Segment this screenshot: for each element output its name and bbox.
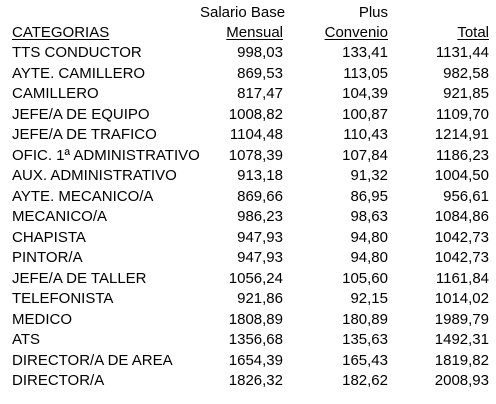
total-cell: 1042,73	[434, 228, 489, 246]
header-row-bottom	[0, 23, 496, 43]
plus-convenio-cell: 100,87	[342, 105, 388, 123]
plus-convenio-cell: 110,43	[343, 126, 388, 144]
header-mensual: Mensual	[226, 24, 283, 41]
total-cell: 982,58	[443, 64, 489, 82]
total-cell: 1109,70	[435, 105, 489, 123]
salario-base-cell: 1356,68	[228, 331, 283, 349]
table-row	[0, 330, 496, 351]
total-cell: 1014,02	[434, 290, 489, 308]
salario-base-cell: 1056,24	[228, 269, 283, 287]
plus-convenio-cell: 98,63	[350, 208, 388, 226]
plus-convenio-cell: 165,43	[342, 351, 388, 369]
plus-convenio-cell: 182,62	[342, 372, 388, 390]
table-row	[0, 310, 496, 331]
table-row	[0, 269, 496, 290]
categoria-cell: TTS CONDUCTOR	[12, 44, 142, 62]
salario-base-cell: 1008,82	[228, 105, 283, 123]
table-row	[0, 351, 496, 372]
total-cell: 1989,79	[434, 310, 489, 328]
salario-base-cell: 947,93	[237, 249, 283, 267]
salary-table	[0, 3, 496, 392]
salario-base-cell: 1078,39	[228, 146, 283, 164]
categoria-cell: OFIC. 1ª ADMINISTRATIVO	[12, 146, 200, 164]
plus-convenio-cell: 86,95	[350, 187, 388, 205]
plus-convenio-cell: 135,63	[342, 331, 388, 349]
header-salario-base: Salario Base	[200, 4, 286, 21]
salario-base-cell: 1654,39	[228, 351, 283, 369]
header-empty-cell	[0, 3, 200, 23]
header-plus: Plus	[358, 4, 388, 21]
salario-base-cell: 1826,32	[228, 372, 283, 390]
table-row	[0, 187, 496, 208]
salario-base-cell: 1104,48	[229, 126, 283, 144]
salario-base-cell: 1808,89	[228, 310, 283, 328]
salario-base-cell: 921,86	[237, 290, 283, 308]
table-row	[0, 64, 496, 85]
total-cell: 1131,44	[435, 44, 489, 62]
categoria-cell: MEDICO	[12, 310, 72, 328]
total-cell: 1492,31	[434, 331, 489, 349]
plus-convenio-cell: 91,32	[350, 167, 388, 185]
table-body	[0, 43, 496, 392]
categoria-cell: JEFE/A DE TALLER	[12, 269, 147, 287]
salario-base-cell: 869,66	[237, 187, 283, 205]
salario-base-cell: 986,23	[237, 208, 283, 226]
header-empty-total	[395, 3, 496, 23]
salario-base-cell: 913,18	[237, 167, 283, 185]
total-cell: 1084,86	[434, 208, 489, 226]
categoria-cell: TELEFONISTA	[12, 290, 114, 308]
table-row	[0, 125, 496, 146]
total-cell: 2008,93	[434, 372, 489, 390]
categoria-cell: CAMILLERO	[12, 85, 99, 103]
plus-convenio-cell: 92,15	[350, 290, 388, 308]
total-cell: 921,85	[443, 85, 489, 103]
table-row	[0, 146, 496, 167]
categoria-cell: PINTOR/A	[12, 249, 83, 267]
plus-convenio-cell: 94,80	[350, 228, 388, 246]
categoria-cell: CHAPISTA	[12, 228, 86, 246]
total-cell: 1214,91	[434, 126, 489, 144]
table-row	[0, 43, 496, 64]
categoria-cell: MECANICO/A	[12, 208, 108, 226]
salario-base-cell: 869,53	[237, 64, 283, 82]
salario-base-cell: 817,47	[237, 85, 283, 103]
header-total: Total	[457, 24, 489, 41]
plus-convenio-cell: 104,39	[342, 85, 388, 103]
plus-convenio-cell: 113,05	[343, 64, 388, 82]
total-cell: 1186,23	[435, 146, 489, 164]
plus-convenio-cell: 105,60	[342, 269, 388, 287]
header-categorias: CATEGORIAS	[12, 24, 110, 41]
table-row	[0, 207, 496, 228]
categoria-cell: JEFE/A DE TRAFICO	[12, 126, 157, 144]
total-cell: 1004,50	[434, 167, 489, 185]
plus-convenio-cell: 133,41	[342, 44, 388, 62]
table-row	[0, 228, 496, 249]
header-convenio: Convenio	[324, 24, 388, 41]
table-row	[0, 166, 496, 187]
total-cell: 1042,73	[434, 249, 489, 267]
salario-base-cell: 947,93	[237, 228, 283, 246]
categoria-cell: JEFE/A DE EQUIPO	[12, 105, 150, 123]
table-row	[0, 248, 496, 269]
table-row	[0, 289, 496, 310]
categoria-cell: DIRECTOR/A DE AREA	[12, 351, 173, 369]
salario-base-cell: 998,03	[237, 44, 283, 62]
table-row	[0, 84, 496, 105]
total-cell: 1819,82	[434, 351, 489, 369]
table-row	[0, 371, 496, 392]
plus-convenio-cell: 94,80	[350, 249, 388, 267]
categoria-cell: AYTE. CAMILLERO	[12, 64, 146, 82]
header-row-top	[0, 3, 496, 23]
table-row	[0, 105, 496, 126]
total-cell: 956,61	[443, 187, 489, 205]
categoria-cell: DIRECTOR/A	[12, 372, 105, 390]
categoria-cell: ATS	[12, 331, 41, 349]
categoria-cell: AUX. ADMINISTRATIVO	[12, 167, 177, 185]
plus-convenio-cell: 107,84	[342, 146, 388, 164]
plus-convenio-cell: 180,89	[342, 310, 388, 328]
categoria-cell: AYTE. MECANICO/A	[12, 187, 154, 205]
total-cell: 1161,84	[435, 269, 489, 287]
